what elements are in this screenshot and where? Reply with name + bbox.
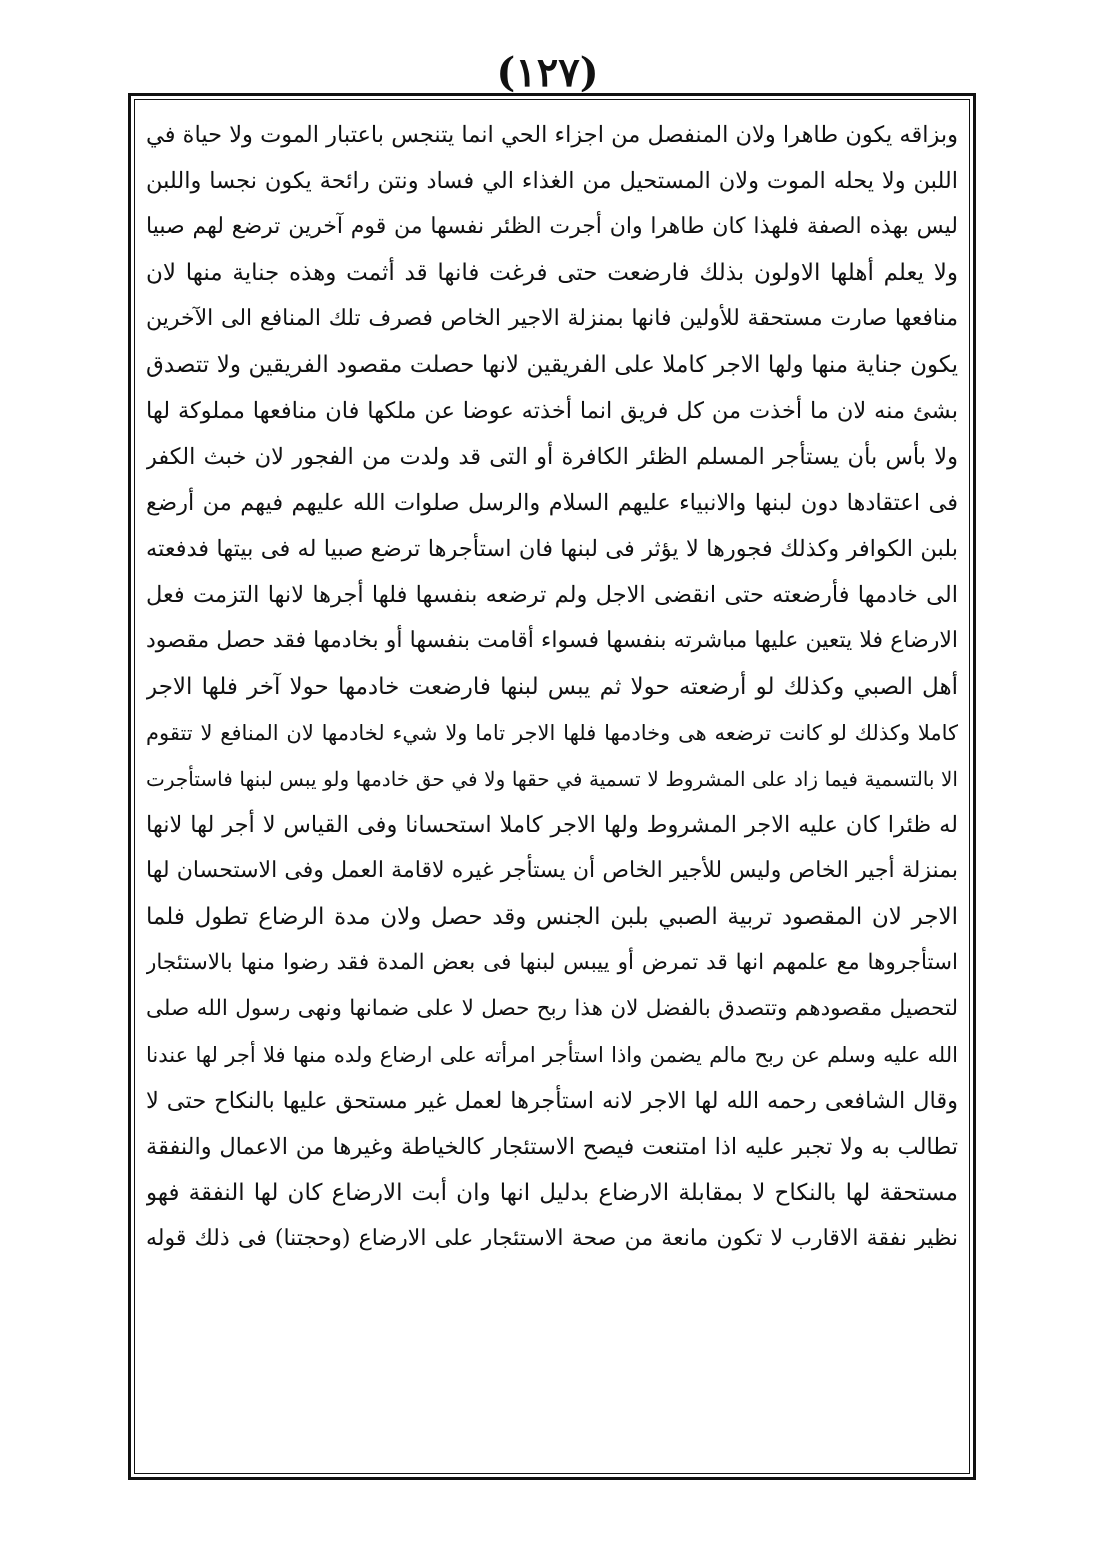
text-line: وبزاقه يكون طاهرا ولان المنفصل من اجزاء الحي انما يتنجس باعتبار الموت ولا حياة في	[146, 122, 958, 148]
text-line: ولا بأس بأن يستأجر المسلم الظئر الكافرة أو التى قد ولدت من الفجور لان خبث الكفر	[146, 444, 958, 470]
text-line: ليس بهذه الصفة فلهذا كان طاهرا وان أجرت الظئر نفسها من قوم آخرين ترضع لهم صبيا	[146, 214, 958, 239]
text-line: أهل الصبي وكذلك لو أرضعته حولا ثم يبس لبنها فارضعت خادمها حولا آخر فلها الاجر	[146, 674, 958, 700]
text-line: وقال الشافعى رحمه الله لها الاجر لانه استأجرها لعمل غير مستحق عليها بالنكاح حتى لا	[146, 1088, 958, 1114]
body-text	[146, 112, 958, 1462]
text-line: له ظئرا كان عليه الاجر المشروط ولها الاجر كاملا استحسانا وفى القياس لا أجر لها لانها	[146, 812, 958, 838]
text-line: الا بالتسمية فيما زاد على المشروط لا تسمية في حقها ولا في حق خادمها ولو يبس لبنها فاستأجرت	[146, 767, 958, 791]
text-line: بلبن الكوافر وكذلك فجورها لا يؤثر فى لبنها فان استأجرها ترضع صبيا له فى بيتها فدفعته	[146, 536, 958, 562]
text-line: كاملا وكذلك لو كانت ترضعه هى وخادمها فلها الاجر تاما ولا شيء لخادمها لان المنافع لا تتقوم	[146, 721, 958, 745]
text-line: استأجروها مع علمهم انها قد تمرض أو ييبس لبنها فى بعض المدة فقد رضوا منها بالاستئجار	[146, 950, 958, 975]
text-line: تطالب به ولا تجبر عليه اذا امتنعت فيصح الاستئجار كالخياطة وغيرها من الاعمال والنفقة	[146, 1134, 958, 1160]
text-line: الارضاع فلا يتعين عليها مباشرته بنفسها فسواء أقامت بنفسها أو بخادمها فقد حصل مقصود	[146, 628, 958, 653]
page-number: (١٢٧)	[496, 49, 599, 96]
text-line: اللبن ولا يحله الموت ولان المستحيل من الغذاء الي فساد ونتن رائحة يكون نجسا واللبن	[146, 168, 958, 194]
text-line: ولا يعلم أهلها الاولون بذلك فارضعت حتى فرغت فانها قد أثمت وهذه جناية منها لان	[146, 260, 958, 286]
text-line: بمنزلة أجير الخاص وليس للأجير الخاص أن يستأجر غيره لاقامة العمل وفى الاستحسان لها	[146, 858, 958, 883]
text-line: منافعها صارت مستحقة للأولين فانها بمنزلة الاجير الخاص فصرف تلك المنافع الى الآخرين	[146, 306, 958, 331]
text-line: يكون جناية منها ولها الاجر كاملا على الفريقين لانها حصلت مقصود الفريقين ولا تتصدق	[146, 352, 958, 378]
text-line: فى اعتقادها دون لبنها والانبياء عليهم السلام والرسل صلوات الله عليهم فيهم من أرضع	[146, 490, 958, 516]
text-line: الله عليه وسلم عن ربح مالم يضمن واذا استأجر امرأته على ارضاع ولده منها فلا أجر لها عندنا	[146, 1043, 958, 1067]
text-line: لتحصيل مقصودهم وتتصدق بالفضل لان هذا ربح حصل لا على ضمانها ونهى رسول الله صلى	[146, 996, 958, 1021]
text-line: الى خادمها فأرضعته حتى انقضى الاجل ولم ترضعه بنفسها فلها أجرها لانها التزمت فعل	[146, 582, 958, 608]
text-line: بشئ منه لان ما أخذت من كل فريق انما أخذته عوضا عن ملكها فان منافعها مملوكة لها	[146, 398, 958, 424]
text-line: مستحقة لها بالنكاح لا بمقابلة الارضاع بدليل انها وان أبت الارضاع كان لها النفقة فهو	[146, 1180, 958, 1206]
text-line: نظير نفقة الاقارب لا تكون مانعة من صحة الاستئجار على الارضاع (وحجتنا) فى ذلك قوله	[146, 1226, 958, 1251]
text-line: الاجر لان المقصود تربية الصبي بلبن الجنس وقد حصل ولان مدة الرضاع تطول فلما	[146, 904, 958, 930]
